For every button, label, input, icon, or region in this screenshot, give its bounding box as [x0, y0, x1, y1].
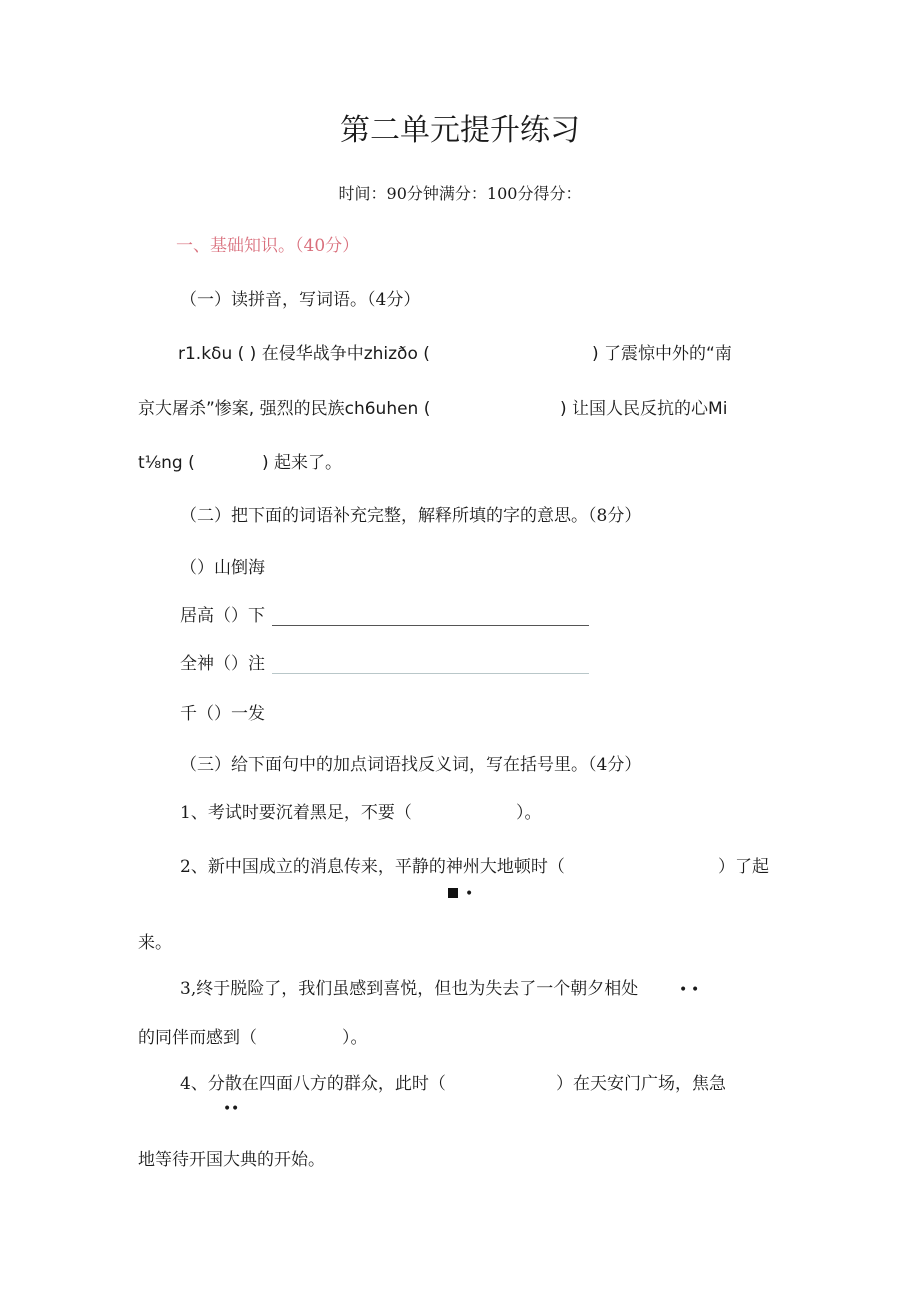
answer-line[interactable]	[272, 673, 589, 674]
idiom-item: 千（）一发	[180, 704, 265, 724]
question-3-cont: 的同伴而感到（	[138, 1028, 257, 1048]
emphasis-dot: •	[223, 1101, 232, 1117]
section-heading: 一、基础知识。（40分）	[176, 236, 360, 256]
idiom-item: 全神（）注	[180, 654, 265, 674]
question-3-end: ）。	[342, 1028, 368, 1048]
part1-line1-end: ) 了震惊中外的“南	[592, 344, 732, 364]
question-1: 1、考试时要沉着黑足，不要（	[180, 803, 412, 823]
question-1-end: ）。	[516, 803, 542, 823]
part2-heading: （二）把下面的词语补充完整，解释所填的字的意思。（8分）	[180, 506, 642, 526]
answer-line[interactable]	[272, 625, 589, 626]
question-2: 2、新中国成立的消息传来，平静的神州大地顿时（	[180, 857, 565, 877]
question-4-end: ）在天安门广场，焦急	[556, 1074, 726, 1094]
question-2-end: ）了起	[718, 857, 769, 877]
subtitle-info: 时间：90分钟满分：100分得分：	[338, 184, 582, 203]
question-4: 4、分散在四面八方的群众，此时（	[180, 1074, 446, 1094]
part1-line2: 京大屠杀”惨案, 强烈的民族ch6uhen (	[138, 399, 431, 419]
emphasis-dot: •	[679, 982, 688, 998]
part3-heading: （三）给下面句中的加点词语找反义词，写在括号里。（4分）	[180, 755, 642, 775]
question-4-cont: 地等待开国大典的开始。	[138, 1150, 325, 1170]
emphasis-mark	[448, 888, 458, 898]
emphasis-dot: •	[465, 886, 474, 902]
part1-heading: （一）读拼音，写词语。（4分）	[180, 290, 421, 310]
part1-line1: r1.kδu ( ) 在侵华战争中zhizðo (	[178, 344, 430, 364]
part1-line2-end: ) 让国人民反抗的心Mi	[560, 399, 728, 419]
emphasis-dot: •	[231, 1101, 240, 1117]
idiom-item: （）山倒海	[180, 558, 265, 578]
idiom-item: 居高（）下	[180, 606, 265, 626]
part1-line3-end: ) 起来了。	[262, 453, 343, 473]
question-3: 3,终于脱险了，我们虽感到喜悦，但也为失去了一个朝夕相处	[180, 979, 639, 999]
emphasis-dot: •	[691, 982, 700, 998]
page-title: 第二单元提升练习	[340, 113, 580, 148]
question-2-cont: 来。	[138, 933, 172, 953]
part1-line3: t⅛ng (	[138, 453, 195, 473]
